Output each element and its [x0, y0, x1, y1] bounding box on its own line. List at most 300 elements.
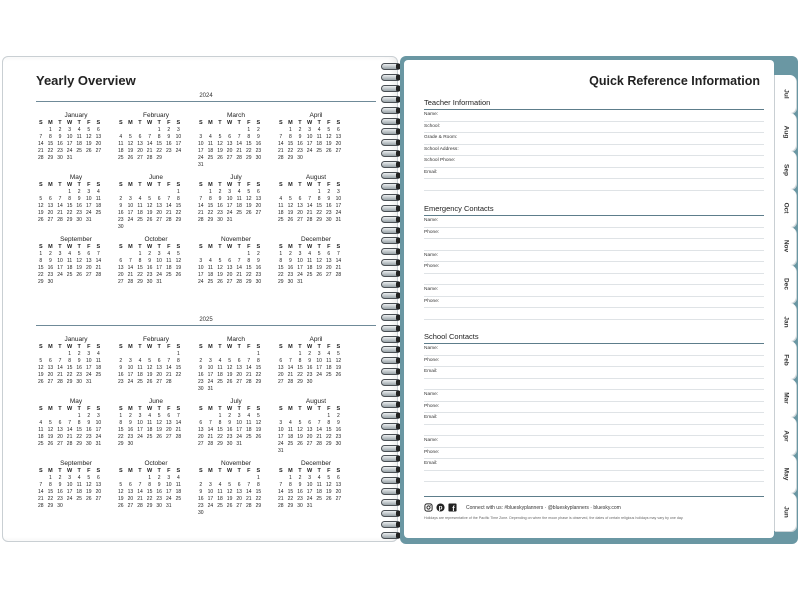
- week-row: [116, 251, 196, 258]
- day-cell: 11: [236, 196, 242, 202]
- day-cell: 8: [39, 258, 43, 264]
- day-cell: 23: [306, 372, 313, 378]
- tab-apr[interactable]: [774, 417, 796, 455]
- day-cell: 18: [95, 365, 102, 371]
- weekday-label: F: [87, 244, 91, 250]
- day-cell: 13: [236, 365, 242, 371]
- day-cell: [135, 475, 145, 482]
- day-cell: 29: [175, 217, 182, 223]
- field-label: Email:: [424, 459, 764, 471]
- day-cell: 17: [236, 427, 242, 433]
- day-cell: 24: [85, 372, 92, 378]
- week-row: [116, 413, 196, 420]
- tab-feb[interactable]: [774, 341, 796, 379]
- day-cell: 9: [199, 489, 203, 495]
- day-cell: 23: [198, 379, 204, 385]
- weekday-label: F: [247, 406, 251, 412]
- week-row: [36, 279, 116, 286]
- day-cell: 15: [325, 427, 332, 433]
- weekday-label: F: [247, 182, 251, 188]
- weekday-label: F: [327, 468, 331, 474]
- day-cell: 26: [226, 503, 233, 509]
- month-name: May: [69, 398, 83, 405]
- tab-jan[interactable]: [774, 303, 796, 341]
- weekday-label: S: [96, 406, 101, 412]
- weekday-label: S: [336, 244, 341, 250]
- day-cell: 24: [57, 272, 63, 278]
- day-cell: [215, 351, 225, 358]
- day-cell: 16: [255, 141, 262, 147]
- weekday-label: T: [157, 406, 161, 412]
- day-cell: 3: [138, 413, 142, 419]
- weekday-header: [276, 244, 356, 251]
- day-cell: 2: [336, 413, 340, 419]
- weekday-label: T: [157, 182, 161, 188]
- weekday-label: T: [298, 468, 302, 474]
- day-cell: 9: [298, 482, 302, 488]
- day-cell: 18: [245, 427, 252, 433]
- week-row: [116, 224, 196, 231]
- day-cell: 18: [76, 489, 82, 495]
- day-cell: 31: [165, 503, 172, 509]
- tab-label: Apr: [782, 430, 789, 442]
- day-cell: 10: [85, 358, 92, 364]
- day-cell: 12: [127, 141, 134, 147]
- month-calendar: [36, 459, 116, 517]
- day-cell: 11: [326, 358, 332, 364]
- day-cell: 13: [95, 482, 102, 488]
- day-cell: 15: [245, 141, 252, 147]
- weekday-label: T: [58, 406, 62, 412]
- day-cell: 30: [76, 379, 82, 385]
- week-row: [276, 503, 356, 510]
- weekday-label: F: [87, 344, 91, 350]
- day-cell: 9: [58, 134, 62, 140]
- day-cell: [94, 503, 104, 510]
- day-cell: 21: [57, 210, 63, 216]
- day-cell: 29: [207, 217, 214, 223]
- day-cell: 24: [175, 148, 182, 154]
- day-cell: 25: [76, 148, 82, 154]
- tab-jun[interactable]: [774, 493, 796, 531]
- day-cell: 12: [287, 203, 294, 209]
- day-cell: 20: [226, 272, 233, 278]
- weekday-label: S: [198, 344, 203, 350]
- day-cell: 27: [325, 272, 332, 278]
- month-calendar: [196, 335, 276, 393]
- day-cell: 2: [199, 482, 203, 488]
- day-cell: [244, 441, 254, 448]
- day-cell: 8: [247, 258, 251, 264]
- day-cell: [286, 448, 296, 455]
- weekday-label: T: [218, 182, 222, 188]
- day-cell: [295, 189, 305, 196]
- month-calendar: [116, 459, 196, 517]
- day-cell: 24: [137, 434, 143, 440]
- day-cell: 10: [198, 265, 204, 271]
- tab-aug[interactable]: [774, 113, 796, 151]
- day-cell: 27: [165, 434, 172, 440]
- weekday-label: T: [58, 344, 62, 350]
- day-cell: 21: [127, 272, 134, 278]
- month-calendar: [276, 235, 356, 286]
- day-cell: 24: [156, 272, 162, 278]
- tab-may[interactable]: [774, 455, 796, 493]
- month-calendar: [116, 397, 196, 455]
- week-row: [116, 420, 196, 427]
- week-row: [196, 441, 276, 448]
- day-cell: 1: [157, 127, 161, 133]
- day-cell: 25: [207, 155, 214, 161]
- tab-dec[interactable]: [774, 265, 796, 303]
- day-cell: 24: [127, 217, 134, 223]
- day-cell: 2: [119, 358, 123, 364]
- tab-label: Nov: [782, 239, 789, 253]
- day-cell: 4: [119, 134, 123, 140]
- day-cell: 8: [327, 420, 331, 426]
- month-calendar: [196, 459, 276, 517]
- week-row: [276, 141, 356, 148]
- weekday-label: F: [87, 182, 91, 188]
- day-cell: 19: [217, 148, 223, 154]
- week-row: [36, 413, 116, 420]
- day-cell: 25: [137, 379, 143, 385]
- weekday-label: F: [327, 344, 331, 350]
- day-cell: 20: [325, 265, 332, 271]
- day-cell: [286, 351, 296, 358]
- day-cell: 22: [66, 372, 73, 378]
- day-cell: 3: [279, 420, 283, 426]
- teacher-information-section: [424, 98, 764, 191]
- day-cell: 25: [245, 434, 252, 440]
- week-row: [196, 351, 276, 358]
- day-cell: 29: [217, 441, 223, 447]
- weekday-label: S: [198, 120, 203, 126]
- day-cell: [84, 503, 94, 510]
- tab-label: Oct: [782, 202, 789, 214]
- week-row: [196, 155, 276, 162]
- tab-mar[interactable]: [774, 379, 796, 417]
- weekday-label: T: [157, 244, 161, 250]
- day-cell: 10: [175, 134, 182, 140]
- day-cell: 1: [176, 189, 180, 195]
- day-cell: 10: [278, 427, 284, 433]
- day-cell: 4: [68, 251, 71, 257]
- day-cell: 22: [297, 372, 303, 378]
- day-cell: 20: [47, 372, 54, 378]
- day-cell: 12: [255, 420, 262, 426]
- year-block-2025: [36, 317, 376, 517]
- day-cell: 3: [157, 251, 161, 257]
- day-cell: 24: [66, 148, 73, 154]
- month-calendar: [116, 173, 196, 231]
- day-cell: 31: [85, 217, 92, 223]
- weekday-header: [116, 120, 196, 127]
- day-cell: 19: [226, 496, 233, 502]
- day-cell: 21: [146, 148, 153, 154]
- day-cell: 11: [316, 134, 322, 140]
- week-row: [196, 489, 276, 496]
- month-calendar: [36, 173, 116, 231]
- day-cell: 15: [287, 141, 294, 147]
- day-cell: 25: [38, 441, 44, 447]
- day-cell: 2: [87, 413, 91, 419]
- day-cell: 19: [325, 141, 332, 147]
- day-cell: 7: [237, 134, 241, 140]
- day-cell: 19: [38, 210, 44, 216]
- day-cell: 20: [95, 489, 102, 495]
- week-row: [36, 379, 116, 386]
- day-cell: 14: [245, 365, 252, 371]
- day-cell: 12: [226, 365, 233, 371]
- day-cell: 19: [146, 372, 153, 378]
- weekday-label: M: [48, 182, 53, 188]
- day-cell: [116, 189, 126, 196]
- day-cell: 1: [327, 413, 331, 419]
- field-label: Phone:: [424, 356, 764, 368]
- day-cell: 30: [146, 279, 153, 285]
- day-cell: 12: [297, 427, 303, 433]
- day-cell: 10: [236, 420, 242, 426]
- day-cell: 14: [287, 365, 294, 371]
- day-cell: 2: [218, 189, 222, 195]
- week-row: [276, 155, 356, 162]
- week-row: [276, 358, 356, 365]
- day-cell: 2: [256, 127, 260, 133]
- weekday-label: M: [208, 344, 213, 350]
- weekday-label: M: [288, 344, 293, 350]
- day-cell: [126, 251, 136, 258]
- day-cell: 27: [335, 148, 342, 154]
- day-cell: 2: [58, 127, 62, 133]
- week-row: [276, 258, 356, 265]
- day-cell: [74, 279, 84, 286]
- day-cell: 8: [209, 196, 212, 202]
- day-cell: 19: [175, 265, 182, 271]
- day-cell: 22: [217, 434, 223, 440]
- weekday-header: [196, 468, 276, 475]
- day-cell: 10: [66, 134, 73, 140]
- day-cell: 21: [245, 496, 252, 502]
- day-cell: [154, 189, 164, 196]
- day-cell: 16: [198, 496, 204, 502]
- day-cell: [55, 279, 65, 286]
- day-cell: 23: [118, 379, 124, 385]
- day-cell: 22: [278, 272, 284, 278]
- weekday-label: T: [77, 344, 81, 350]
- day-cell: 23: [57, 496, 63, 502]
- day-cell: 1: [317, 189, 321, 195]
- day-cell: 24: [207, 503, 214, 509]
- tab-oct[interactable]: [774, 189, 796, 227]
- day-cell: 8: [317, 196, 321, 202]
- day-cell: 27: [198, 441, 204, 447]
- year-divider: [36, 93, 376, 111]
- day-cell: [305, 448, 315, 455]
- month-name: April: [309, 336, 323, 343]
- day-cell: [286, 413, 296, 420]
- day-cell: [234, 475, 244, 482]
- day-cell: 21: [175, 427, 182, 433]
- day-cell: 17: [278, 434, 284, 440]
- day-cell: 6: [138, 134, 142, 140]
- weekday-label: M: [128, 344, 133, 350]
- day-cell: 6: [237, 482, 241, 488]
- day-cell: 11: [137, 365, 143, 371]
- day-cell: 2: [298, 475, 302, 481]
- tab-nov[interactable]: [774, 227, 796, 265]
- day-cell: [206, 510, 216, 517]
- day-cell: 20: [226, 148, 233, 154]
- day-cell: 27: [255, 210, 262, 216]
- day-cell: 31: [306, 503, 313, 509]
- tab-jul[interactable]: [774, 75, 796, 113]
- day-cell: 19: [287, 210, 294, 216]
- day-cell: [314, 155, 324, 162]
- day-cell: 16: [198, 372, 204, 378]
- day-cell: 6: [237, 358, 241, 364]
- weekday-label: W: [146, 182, 153, 188]
- day-cell: 15: [38, 265, 44, 271]
- month-name: November: [221, 460, 251, 467]
- day-cell: 27: [118, 279, 124, 285]
- day-cell: 16: [76, 365, 82, 371]
- day-cell: 21: [165, 210, 172, 216]
- day-cell: 25: [95, 372, 102, 378]
- day-cell: 4: [209, 134, 212, 140]
- day-cell: 22: [38, 272, 44, 278]
- field-label: Name:: [424, 285, 764, 297]
- day-cell: 12: [38, 203, 44, 209]
- day-cell: 22: [47, 496, 54, 502]
- day-cell: 30: [306, 379, 313, 385]
- day-cell: 6: [336, 475, 340, 481]
- day-cell: 21: [306, 210, 313, 216]
- day-cell: [305, 189, 315, 196]
- day-cell: 14: [278, 141, 284, 147]
- day-cell: [305, 279, 315, 286]
- day-cell: 12: [76, 258, 82, 264]
- day-cell: 2: [308, 351, 311, 357]
- field-label: Name:: [424, 216, 764, 228]
- week-row: [276, 441, 356, 448]
- day-cell: [135, 127, 145, 134]
- day-cell: [324, 503, 334, 510]
- day-cell: 10: [198, 141, 204, 147]
- day-cell: 21: [278, 148, 284, 154]
- weekday-label: T: [138, 468, 142, 474]
- day-cell: [164, 155, 174, 162]
- weekday-label: S: [278, 468, 283, 474]
- quick-reference-page: [404, 60, 774, 538]
- day-cell: 16: [118, 372, 124, 378]
- day-cell: [145, 127, 155, 134]
- day-cell: 4: [289, 420, 292, 426]
- weekday-label: S: [256, 344, 261, 350]
- weekday-label: T: [138, 244, 142, 250]
- field-label: School Address:: [424, 145, 764, 157]
- month-calendar: [196, 235, 276, 286]
- day-cell: 3: [308, 127, 311, 133]
- weekday-label: M: [288, 182, 293, 188]
- tab-sep[interactable]: [774, 151, 796, 189]
- day-cell: 10: [207, 365, 214, 371]
- day-cell: 13: [156, 365, 162, 371]
- week-row: [196, 258, 276, 265]
- weekday-label: W: [226, 406, 233, 412]
- week-row: [116, 427, 196, 434]
- week-row: [276, 134, 356, 141]
- day-cell: 8: [176, 196, 180, 202]
- weekday-header: [116, 244, 196, 251]
- day-cell: 18: [175, 489, 182, 495]
- weekday-label: W: [306, 244, 313, 250]
- day-cell: 4: [317, 127, 321, 133]
- day-cell: 21: [335, 265, 342, 271]
- day-cell: 4: [96, 351, 100, 357]
- day-cell: 3: [87, 351, 91, 357]
- day-cell: 5: [218, 134, 222, 140]
- field-label: Name:: [424, 251, 764, 263]
- weekday-label: S: [256, 120, 261, 126]
- weekday-label: T: [298, 120, 302, 126]
- day-cell: 5: [336, 351, 340, 357]
- day-cell: 15: [175, 365, 182, 371]
- day-cell: 4: [237, 189, 241, 195]
- day-cell: [145, 189, 155, 196]
- day-cell: 23: [297, 496, 303, 502]
- day-cell: 16: [47, 265, 54, 271]
- day-cell: 23: [146, 272, 153, 278]
- day-cell: 7: [336, 251, 340, 257]
- day-cell: 5: [256, 413, 260, 419]
- day-cell: 22: [156, 148, 162, 154]
- day-cell: 16: [306, 365, 313, 371]
- day-cell: 14: [57, 203, 63, 209]
- day-cell: 18: [316, 489, 322, 495]
- day-cell: 16: [127, 427, 134, 433]
- day-cell: 26: [175, 272, 182, 278]
- day-cell: 28: [306, 217, 313, 223]
- weekday-label: M: [288, 120, 293, 126]
- weekday-label: W: [306, 120, 313, 126]
- weekday-header: [196, 406, 276, 413]
- day-cell: 12: [335, 358, 342, 364]
- day-cell: 12: [85, 482, 92, 488]
- day-cell: 27: [137, 155, 143, 161]
- day-cell: 16: [226, 427, 233, 433]
- day-cell: 25: [137, 217, 143, 223]
- day-cell: 22: [137, 272, 143, 278]
- week-row: [196, 420, 276, 427]
- weekday-label: T: [77, 468, 81, 474]
- week-row: [196, 162, 276, 169]
- month-name: January: [64, 112, 88, 119]
- tab-label: Aug: [782, 125, 789, 139]
- day-cell: 27: [306, 441, 313, 447]
- day-cell: 28: [57, 217, 63, 223]
- day-cell: 14: [306, 203, 313, 209]
- day-cell: 20: [156, 210, 162, 216]
- weekday-label: S: [176, 406, 181, 412]
- day-cell: 31: [85, 379, 92, 385]
- day-cell: 24: [226, 210, 233, 216]
- day-cell: 2: [289, 251, 292, 257]
- day-cell: 28: [38, 155, 44, 161]
- weekday-label: W: [226, 182, 233, 188]
- day-cell: 5: [327, 127, 331, 133]
- day-cell: 14: [236, 141, 242, 147]
